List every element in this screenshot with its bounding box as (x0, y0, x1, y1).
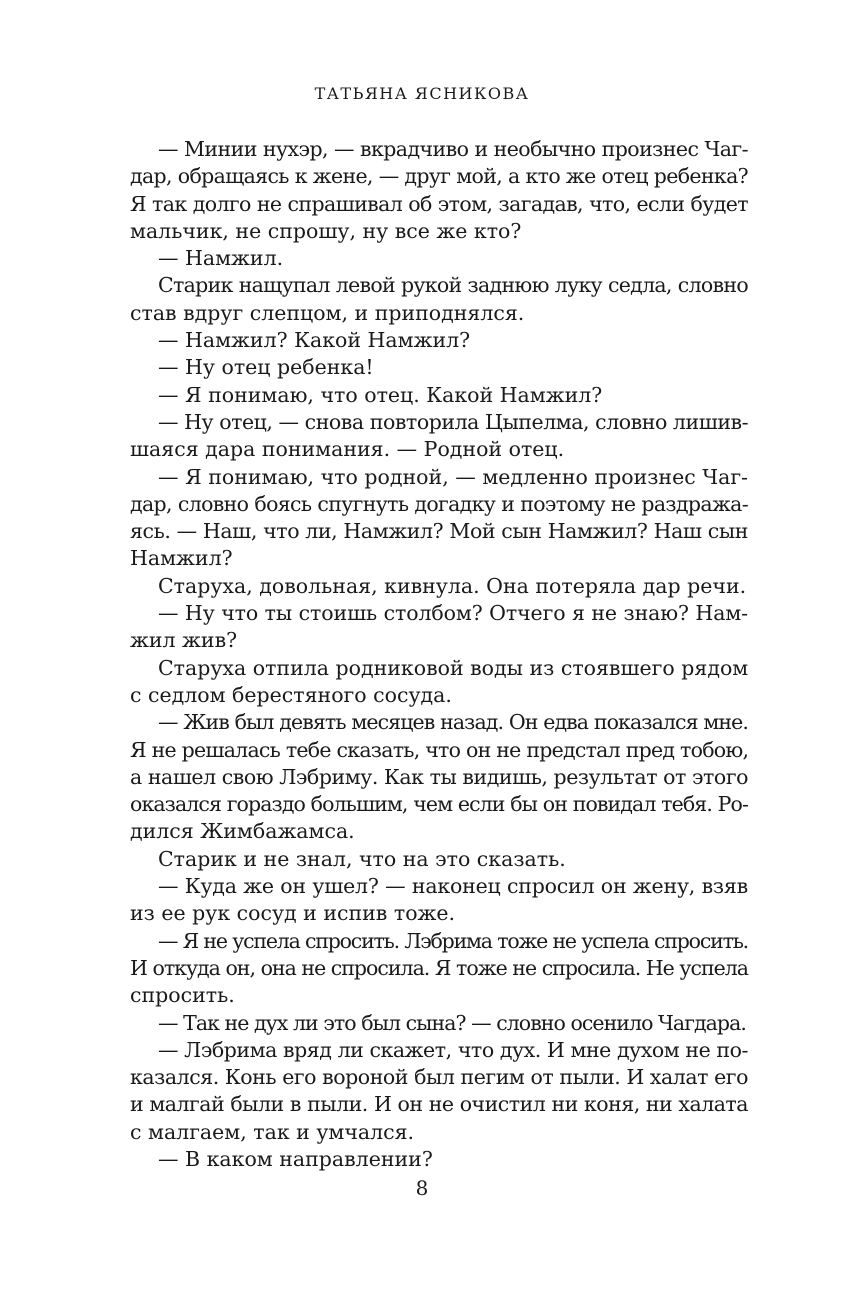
text-line: — Я понимаю, что родной, — медленно произнес Чаг- (158, 464, 748, 489)
text-line: Старик нащупал левой рукой заднюю луку седла, словно (158, 273, 748, 298)
text-line: оказался гораздо большим, чем если бы он повидал тебя. Ро- (130, 792, 748, 817)
text-line: — Жив был девять месяцев назад. Он едва показался мне. (158, 710, 748, 735)
text-line: — Лэбрима вряд ли скажет, что дух. И мне духом не по- (158, 1037, 748, 1062)
text-line: — Намжил. (158, 246, 284, 271)
text-line: — Так не дух ли это был сына? — словно осенило Чагдара. (158, 1010, 746, 1035)
text-line: дар, словно боясь спугнуть догадку и поэтому не раздража- (130, 491, 748, 516)
running-head: ТАТЬЯНА ЯСНИКОВА (314, 84, 530, 103)
text-line: спросить. (130, 983, 235, 1008)
text-line: дар, обращаясь к жене, — друг мой, а кто же отец ребенка? (130, 164, 748, 189)
text-line: Старуха, довольная, кивнула. Она потеряла дар речи. (158, 573, 747, 598)
page-number: 8 (415, 1176, 429, 1200)
text-line: с седлом берестяного сосуда. (130, 682, 452, 707)
text-line: — Я понимаю, что отец. Какой Намжил? (158, 382, 603, 407)
text-line: — В каком направлении? (158, 1146, 433, 1171)
text-line: а нашел свою Лэбриму. Как ты видишь, результат от этого (130, 764, 748, 789)
text-line: — Ну что ты стоишь столбом? Отчего я не знаю? Нам- (158, 601, 748, 626)
text-line: из ее рук сосуд и испив тоже. (130, 901, 456, 926)
text-line: Старик и не знал, что на это сказать. (158, 846, 566, 871)
text-line: — Куда же он ушел? — наконец спросил он жену, взяв (158, 874, 748, 899)
text-line: с малгаем, так и умчался. (130, 1119, 415, 1144)
body-text (130, 136, 748, 1173)
text-line: — Я не успела спросить. Лэбрима тоже не успела спросить. (158, 928, 748, 953)
text-line: дился Жимбажамса. (130, 819, 355, 844)
text-line: Я не решалась тебе сказать, что он не предстал пред тобою, (130, 737, 749, 762)
text-line: казался. Конь его вороной был пегим от пыли. И халат его (130, 1065, 748, 1090)
text-line: — Минии нухэр, — вкрадчиво и необычно произнес Чаг- (158, 137, 748, 161)
text-line: — Намжил? Какой Намжил? (158, 328, 471, 353)
text-line: мальчик, не спрошу, ну все же кто? (130, 218, 522, 243)
text-line: жил жив? (130, 628, 238, 653)
text-line: Старуха отпила родниковой воды из стоявшего рядом (158, 655, 749, 680)
text-line: став вдруг слепцом, и приподнялся. (130, 300, 525, 325)
text-line: шаяся дара понимания. — Родной отец. (130, 437, 565, 462)
text-line: Я так долго не спрашивал об этом, загадав, что, если будет (130, 191, 748, 216)
text-line: Намжил? (130, 546, 233, 571)
text-line: — Ну отец, — снова повторила Цыпелма, словно лишив- (158, 409, 749, 434)
text-line: и малгай были в пыли. И он не очистил ни коня, ни халата (130, 1092, 748, 1117)
text-line: ясь. — Наш, что ли, Намжил? Мой сын Намжил? Наш сын (130, 519, 748, 544)
text-line: И откуда он, она не спросила. Я тоже не спросила. Не успела (130, 955, 748, 980)
text-line: — Ну отец ребенка! (158, 355, 374, 380)
